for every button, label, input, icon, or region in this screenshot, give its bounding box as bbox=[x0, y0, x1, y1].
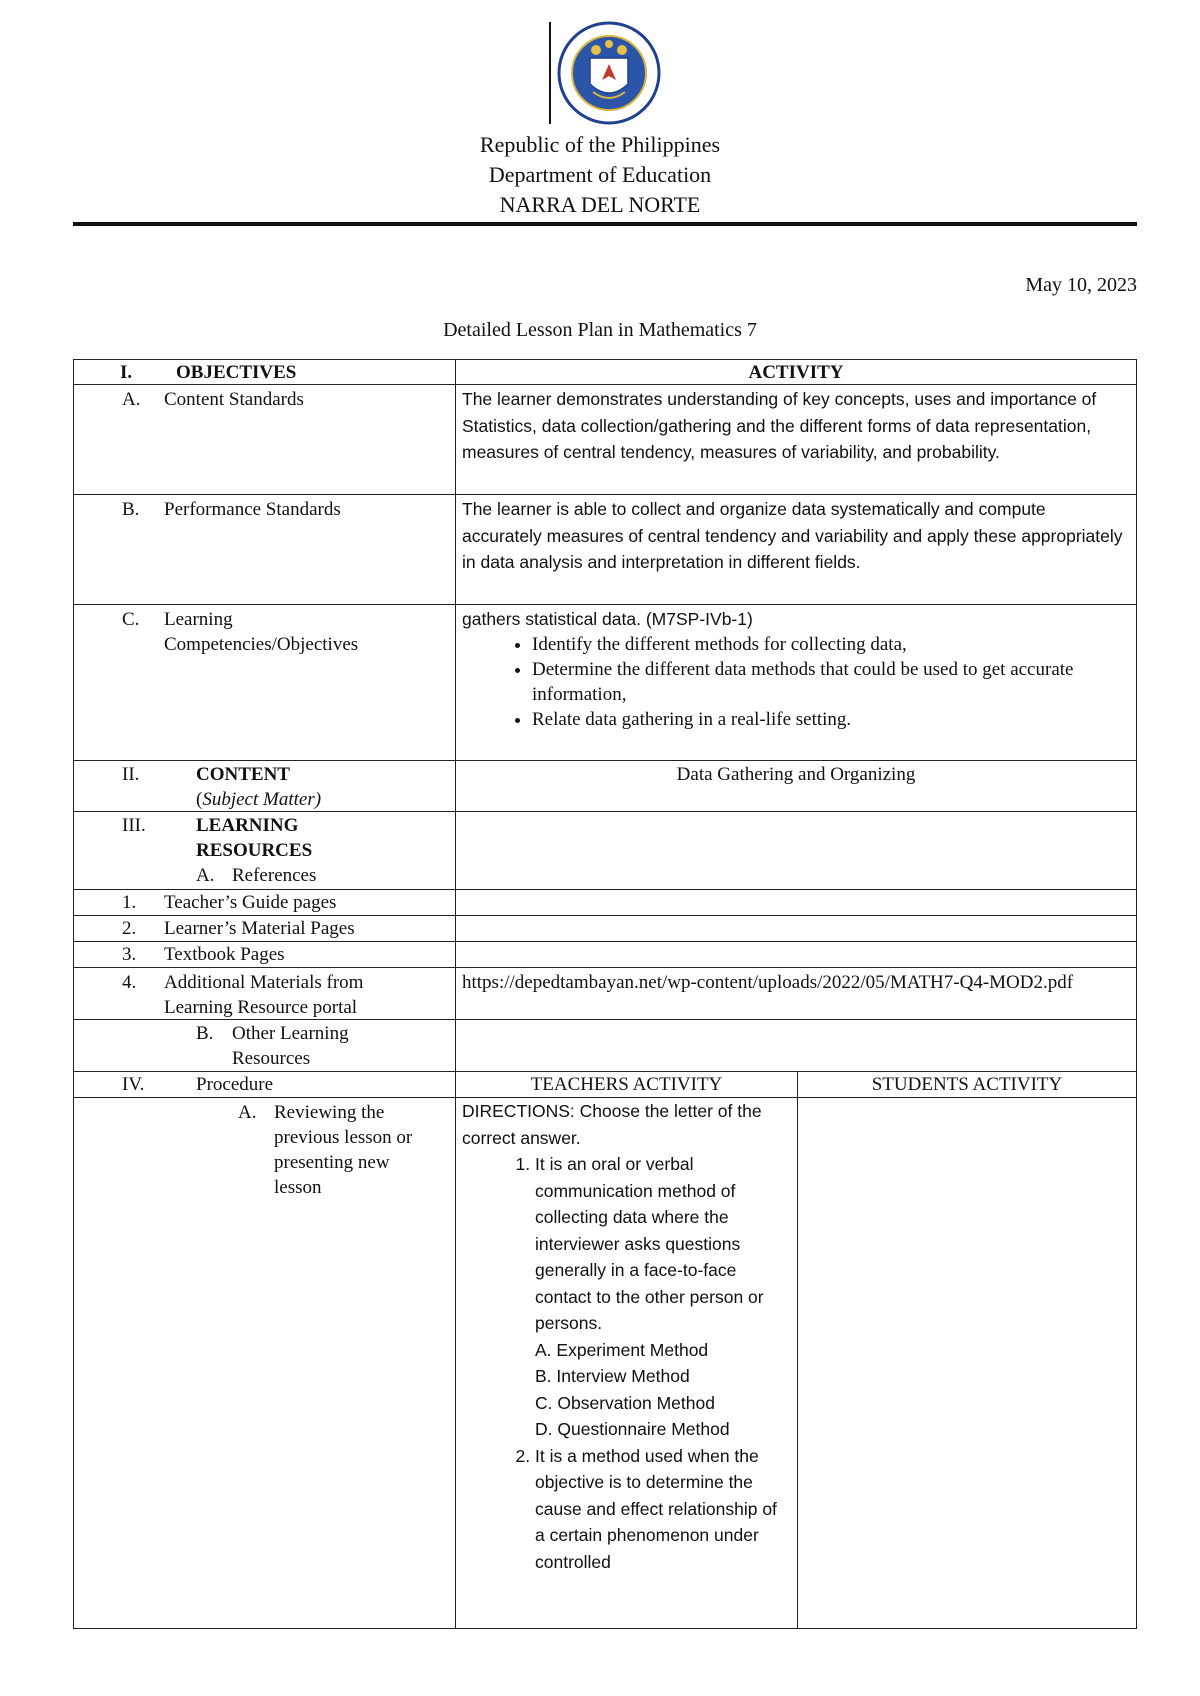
performance-standards-title: Performance Standards bbox=[164, 499, 341, 520]
question-text: It is an oral or verbal communication method of collecting data where the interviewer asks questions generally in a face-to-face contact to the other person or persons. bbox=[535, 1154, 764, 1333]
other-resources-row bbox=[73, 1019, 456, 1072]
option-text: Experiment Method bbox=[556, 1339, 709, 1360]
item-number: 4. bbox=[122, 972, 137, 993]
option-label: B. bbox=[535, 1366, 552, 1386]
content-subject-matter: Subject Matter) bbox=[202, 789, 322, 810]
option-label: C. bbox=[535, 1392, 553, 1413]
additional-materials-row bbox=[73, 967, 456, 1020]
teachers-guide-value bbox=[455, 889, 1137, 916]
option bbox=[535, 1390, 791, 1417]
content-label bbox=[73, 760, 456, 812]
learners-material-row bbox=[73, 915, 456, 942]
students-activity-heading: STUDENTS ACTIVITY bbox=[797, 1071, 1137, 1098]
item-number: 3. bbox=[122, 944, 137, 965]
header-republic: Republic of the Philippines bbox=[479, 132, 721, 157]
question-list bbox=[462, 1151, 791, 1575]
directions bbox=[462, 1098, 791, 1151]
lesson-plan-table bbox=[73, 359, 1137, 1629]
option-label: A. bbox=[535, 1339, 552, 1360]
content-roman: II. bbox=[122, 764, 140, 785]
content-standards-title: Content Standards bbox=[164, 389, 304, 410]
item-number: 1. bbox=[122, 892, 137, 913]
competency-item: • Determine the different data methods that could be used to get accurate information, bbox=[532, 657, 1130, 707]
teachers-guide-label: Teacher’s Guide pages bbox=[164, 892, 337, 913]
procedure-heading bbox=[73, 1071, 456, 1098]
competencies-title-line2: Competencies/Objectives bbox=[164, 634, 359, 655]
competency-item: • Identify the different methods for collecting data, bbox=[532, 632, 1130, 657]
directions-label: DIRECTIONS: bbox=[462, 1101, 575, 1121]
competencies-content bbox=[455, 604, 1137, 761]
question-item bbox=[535, 1151, 791, 1443]
competencies-intro: gathers statistical data. (M7SP-IVb-1) bbox=[462, 609, 753, 629]
resources-heading-line1: LEARNING bbox=[196, 815, 299, 836]
option-text: Observation Method bbox=[557, 1392, 715, 1413]
content-standards-text: The learner demonstrates understanding of key concepts, uses and importance of Statistics, data collection/gathering and the different forms of data representation, measures of central tendency, measures of variability, and probability. bbox=[455, 384, 1137, 495]
option-text: Questionnaire Method bbox=[557, 1419, 730, 1439]
references-letter: A. bbox=[196, 865, 215, 886]
activity-heading: ACTIVITY bbox=[455, 359, 1137, 385]
competencies-letter: C. bbox=[122, 609, 140, 630]
lesson-plan-title: Detailed Lesson Plan in Mathematics 7 bbox=[443, 319, 757, 341]
references-label: References bbox=[232, 865, 317, 886]
textbook-pages-label: Textbook Pages bbox=[164, 944, 285, 965]
procedure-label: Procedure bbox=[196, 1074, 274, 1095]
content-standards-label bbox=[73, 384, 456, 495]
content-sub-open: ( bbox=[196, 789, 203, 810]
learning-resources-label bbox=[73, 811, 456, 890]
other-resources-letter: B. bbox=[196, 1023, 214, 1044]
option bbox=[535, 1416, 791, 1443]
option-text: Interview Method bbox=[556, 1366, 690, 1386]
textbook-pages-value bbox=[455, 941, 1137, 968]
teachers-activity-content bbox=[455, 1097, 798, 1629]
procedure-step-a bbox=[73, 1097, 456, 1629]
step-a-letter: A. bbox=[238, 1102, 257, 1123]
item-number: 2. bbox=[122, 918, 137, 939]
learners-material-label: Learner’s Material Pages bbox=[164, 918, 355, 939]
resources-roman: III. bbox=[122, 815, 146, 836]
learners-material-value bbox=[455, 915, 1137, 942]
header-division: NARRA DEL NORTE bbox=[499, 192, 701, 217]
other-resources-value bbox=[455, 1019, 1137, 1072]
competency-item: • Relate data gathering in a real-life setting. bbox=[532, 707, 1130, 732]
additional-materials-link[interactable]: https://depedtambayan.net/wp-content/uploads/2022/05/MATH7-Q4-MOD2.pdf bbox=[455, 967, 1137, 1020]
other-resources-label-line2: Resources bbox=[232, 1048, 311, 1069]
other-resources-label-line1: Other Learning bbox=[232, 1023, 349, 1044]
resources-heading-line2: RESOURCES bbox=[196, 840, 313, 861]
teachers-activity-heading: TEACHERS ACTIVITY bbox=[455, 1071, 798, 1098]
document-date: May 10, 2023 bbox=[1025, 274, 1137, 296]
performance-standards-text: The learner is able to collect and organize data systematically and compute accurately measures of central tendency and variability and apply these appropriately in data analysis and interpretation in different fields. bbox=[455, 494, 1137, 605]
question-text: It is a method used when the objective is to determine the cause and effect relationship of a certain phenomenon under controlled bbox=[535, 1445, 777, 1572]
header-department: Department of Education bbox=[488, 162, 712, 187]
procedure-roman: IV. bbox=[122, 1074, 145, 1095]
question-item bbox=[535, 1443, 791, 1576]
directions-text: Choose the letter of the correct answer. bbox=[462, 1101, 762, 1148]
teachers-guide-row bbox=[73, 889, 456, 916]
competencies-title-line1: Learning bbox=[164, 609, 233, 630]
textbook-pages-row bbox=[73, 941, 456, 968]
objectives-heading bbox=[73, 359, 456, 385]
learning-resources-value bbox=[455, 811, 1137, 890]
option bbox=[535, 1363, 791, 1390]
option bbox=[535, 1337, 791, 1364]
objectives-roman: I. bbox=[120, 362, 133, 383]
performance-standards-letter: B. bbox=[122, 499, 140, 520]
deped-seal-logo bbox=[546, 20, 662, 126]
content-value: Data Gathering and Organizing bbox=[455, 760, 1137, 812]
content-heading: CONTENT bbox=[196, 764, 290, 785]
header-divider bbox=[73, 222, 1137, 226]
option-label: D. bbox=[535, 1419, 553, 1439]
competencies-list bbox=[462, 632, 1130, 732]
competencies-label bbox=[73, 604, 456, 761]
step-a-label: Reviewing the previous lesson or presenting new lesson bbox=[274, 1102, 413, 1198]
content-standards-letter: A. bbox=[122, 389, 141, 410]
objectives-heading-label: OBJECTIVES bbox=[176, 362, 297, 383]
performance-standards-label bbox=[73, 494, 456, 605]
additional-materials-label-line1: Additional Materials from bbox=[164, 972, 364, 993]
students-activity-content bbox=[797, 1097, 1137, 1629]
additional-materials-label-line2: Learning Resource portal bbox=[164, 997, 358, 1018]
